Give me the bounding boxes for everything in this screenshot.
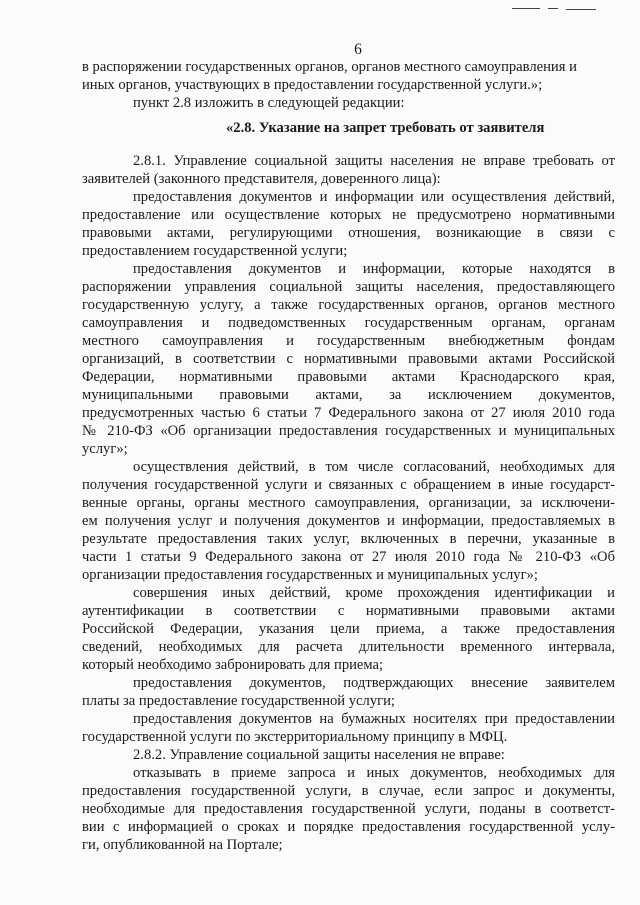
text-line: государственную услугу, а также государственных органов, органов местного: [82, 297, 615, 313]
text-line: предоставления документов и информации, которые находятся в: [133, 261, 615, 277]
text-line: правовыми актами, регулирующими отношения, возникающие в связи с: [82, 225, 615, 241]
text-line: осуществления действий, в том числе согласований, необходимых для: [133, 459, 615, 475]
text-line: государственной услуги по экстерриториальному принципу в МФЦ.: [82, 729, 508, 745]
scan-artifact-line: [512, 8, 540, 9]
text-line: организации предоставления государственных и муниципальных услуг»;: [82, 567, 538, 583]
text-line: Федерации, нормативными правовыми актами Краснодарского края,: [82, 369, 615, 385]
text-line: предоставления документов на бумажных носителях при предоставлении: [133, 711, 615, 727]
text-line: ги, опубликованной на Портале;: [82, 837, 283, 853]
text-line: предоставления документов и информации или осуществления действий,: [133, 189, 615, 205]
text-line: части 1 статьи 9 Федерального закона от 27 июля 2010 года № 210-ФЗ «Об: [82, 549, 615, 565]
text-line: самоуправления и подведомственных государственным органам, органам: [82, 315, 615, 331]
section-heading: «2.8. Указание на запрет требовать от заявителя: [226, 120, 545, 136]
text-line: ем получения услуг и получения документов и информации, предоставляемых в: [82, 513, 615, 529]
text-line: Российской Федерации, указания цели приема, а также предоставления: [82, 621, 615, 637]
text-line: пункт 2.8 изложить в следующей редакции:: [133, 95, 405, 111]
text-line: распоряжении управления социальной защиты населения, предоставляющего: [82, 279, 615, 295]
text-line: венные органы, органы местного самоуправления, организации, за исключени-: [82, 495, 615, 511]
text-line: предоставлением государственной услуги;: [82, 243, 348, 259]
text-line: предоставления государственной услуги, в случае, если запрос и документы,: [82, 783, 615, 799]
text-line: в распоряжении государственных органов, органов местного самоуправления и: [82, 59, 577, 75]
text-line: совершения иных действий, кроме прохождения идентификации и: [133, 585, 615, 601]
text-line: услуг»;: [82, 441, 128, 457]
text-line: предусмотренных частью 6 статьи 7 Федерального закона от 27 июля 2010 года: [82, 405, 615, 421]
text-line: аутентификации в соответствии с нормативными правовыми актами: [82, 603, 615, 619]
text-line: местного самоуправления и государственным внебюджетным фондам: [82, 333, 615, 349]
text-line: предоставления документов, подтверждающих внесение заявителем: [133, 675, 615, 691]
text-line: предоставление или осуществление которых не предусмотрено нормативными: [82, 207, 615, 223]
text-line: № 210-ФЗ «Об организации предоставления государственных и муниципальных: [82, 423, 615, 439]
text-line: необходимые для предоставления государственной услуги, поданы в соответст-: [82, 801, 615, 817]
text-line: 2.8.2. Управление социальной защиты населения не вправе:: [133, 747, 505, 763]
text-line: иных органов, участвующих в предоставлении государственной услуги.»;: [82, 77, 543, 93]
text-line: вии с информацией о сроках и порядке предоставления государственной услу-: [82, 819, 615, 835]
text-line: платы за предоставление государственной услуги;: [82, 693, 395, 709]
text-line: сведений, необходимых для расчета длительности временного интервала,: [82, 639, 615, 655]
text-line: организаций, в соответствии с нормативными правовыми актами Российской: [82, 351, 615, 367]
text-line: который необходимо забронировать для приема;: [82, 657, 384, 673]
text-line: результате предоставления таких услуг, включенных в перечни, указанные в: [82, 531, 615, 547]
scan-artifact-line: [566, 9, 596, 10]
text-line: получения государственной услуги и связанных с обращением в иные государст-: [82, 477, 615, 493]
text-line: отказывать в приеме запроса и иных документов, необходимых для: [133, 765, 615, 781]
page-number: 6: [354, 41, 362, 58]
text-line: заявителей (законного представителя, доверенного лица):: [82, 171, 441, 187]
scan-artifact-line: [548, 8, 558, 9]
text-line: 2.8.1. Управление социальной защиты населения не вправе требовать от: [133, 153, 615, 169]
text-line: муниципальными правовыми актами, за исключением документов,: [82, 387, 615, 403]
